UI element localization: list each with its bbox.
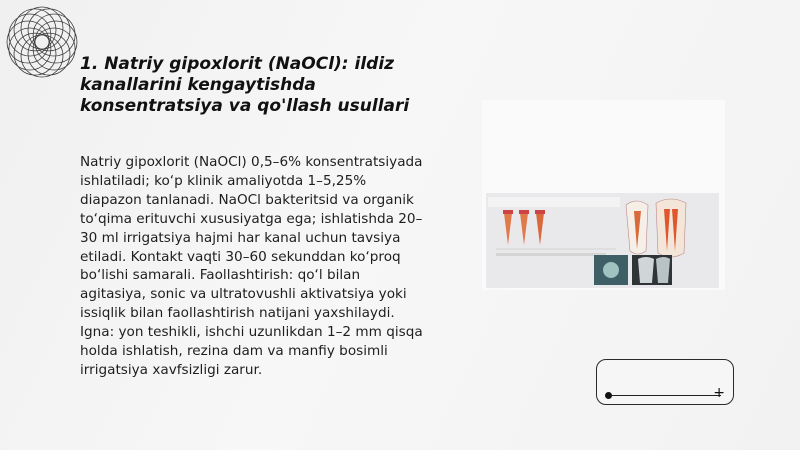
plus-icon[interactable]: + — [713, 385, 725, 401]
picture-figure — [486, 193, 719, 288]
slider-knob-icon[interactable] — [605, 392, 612, 399]
slide-body-text: Natriy gipoxlorit (NaOCl) 0,5–6% konsentratsiyada ishlatiladi; ko‘p klinik amaliyotda 1–5,25% diapazon tanlanadi. NaOCl bakteritsid va organik to‘qima erituvchi xususiyatga ega; ishlatishda 20–30 ml irrigatsiya hajmi har kanal uchun tavsiya etiladi. Kontakt vaqti 30–60 sekunddan ko‘proq bo‘lishi samarali. Faollashtirish: qo‘l bilan agitasiya, sonic va ultratovushli aktivatsiya yoki issiqlik bilan faollashtirish natijani yaxshilaydi. Igna: yon teshikli, ishchi uzunlikdan 1–2 mm qisqa holda ishlatish, rezina dam va manfiy bosimli irrigatsiya xavfsizligi zarur. — [80, 154, 423, 378]
slide-title: 1. Natriy gipoxlorit (NaOCl): ildiz kanallarini kengaytishda konsentratsiya va qo'llash usullari — [80, 54, 410, 116]
slider-control[interactable] — [596, 359, 734, 405]
xray-thumbnails — [594, 255, 672, 285]
rosette-icon — [4, 4, 80, 80]
dental-illustration — [486, 193, 719, 288]
slider-track[interactable] — [608, 395, 721, 396]
